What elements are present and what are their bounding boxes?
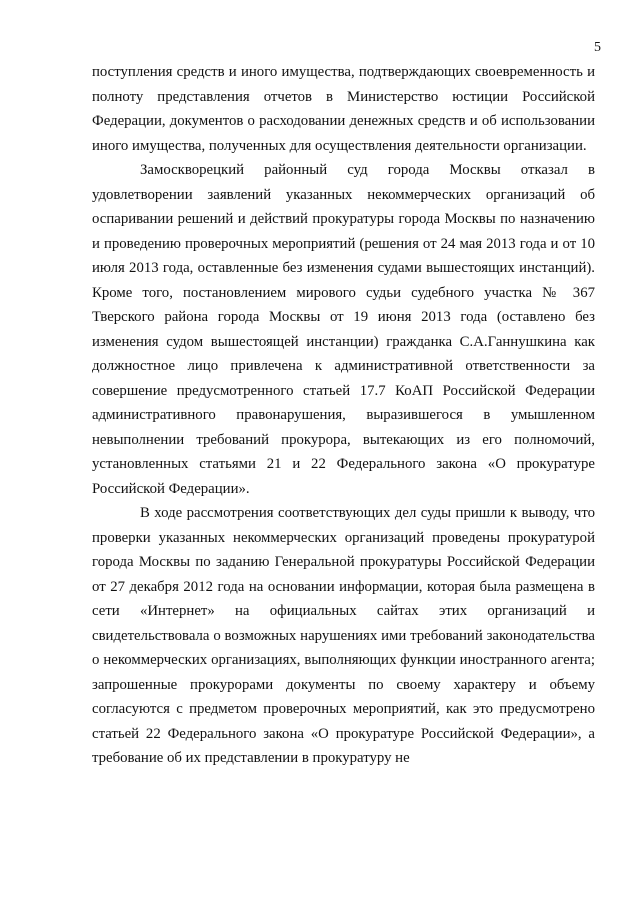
body-text [92, 60, 595, 771]
page-number: 5 [594, 40, 601, 55]
paragraph-court-conclusions: В ходе рассмотрения соответствующих дел суды пришли к выводу, что проверки указанных некоммерческих организаций проведены прокуратурой города Москвы по заданию Генеральной прокуратуры Российской Федерации от 27 декабря 2012 года на основании информации, которая была размещена в сети «Интернет» на официальных сайтах этих организаций и свидетельствовала о возможных нарушениях ими требований законодательства о некоммерческих организациях, выполняющих функции иностранного агента; запрошенные прокурорами документы по своему характеру и объему согласуются с предметом проверочных мероприятий, как это предусмотрено статьей 22 Федерального закона «О прокуратуре Российской Федерации», а требование об их представлении в прокуратуру не [92, 505, 595, 766]
paragraph-court-refusal: Замоскворецкий районный суд города Москвы отказал в удовлетворении заявлений указанных некоммерческих организаций об оспаривании решений и действий прокуратуры города Москвы по назначению и проведению проверочных мероприятий (решения от 24 мая 2013 года и от 10 июля 2013 года, оставленные без изменения судами вышестоящих инстанций). Кроме того, постановлением мирового судьи судебного участка № 367 Тверского района города Москвы от 19 июня 2013 года (оставлено без изменения судом вышестоящей инстанции) гражданка С.А.Ганнушкина как должностное лицо привлечена к административной ответственности за совершение предусмотренного статьей 17.7 КоАП Российской Федерации административного правонарушения, выразившегося в умышленном невыполнении требований прокурора, вытекающих из его полномочий, установленных статьями 21 и 22 Федерального закона «О прокуратуре Российской Федерации». [92, 162, 595, 497]
paragraph-continued: поступления средств и иного имущества, подтверждающих своевременность и полноту представления отчетов в Министерство юстиции Российской Федерации, документов о расходовании денежных средств и об использовании иного имущества, полученных для осуществления деятельности организации. [92, 64, 595, 154]
